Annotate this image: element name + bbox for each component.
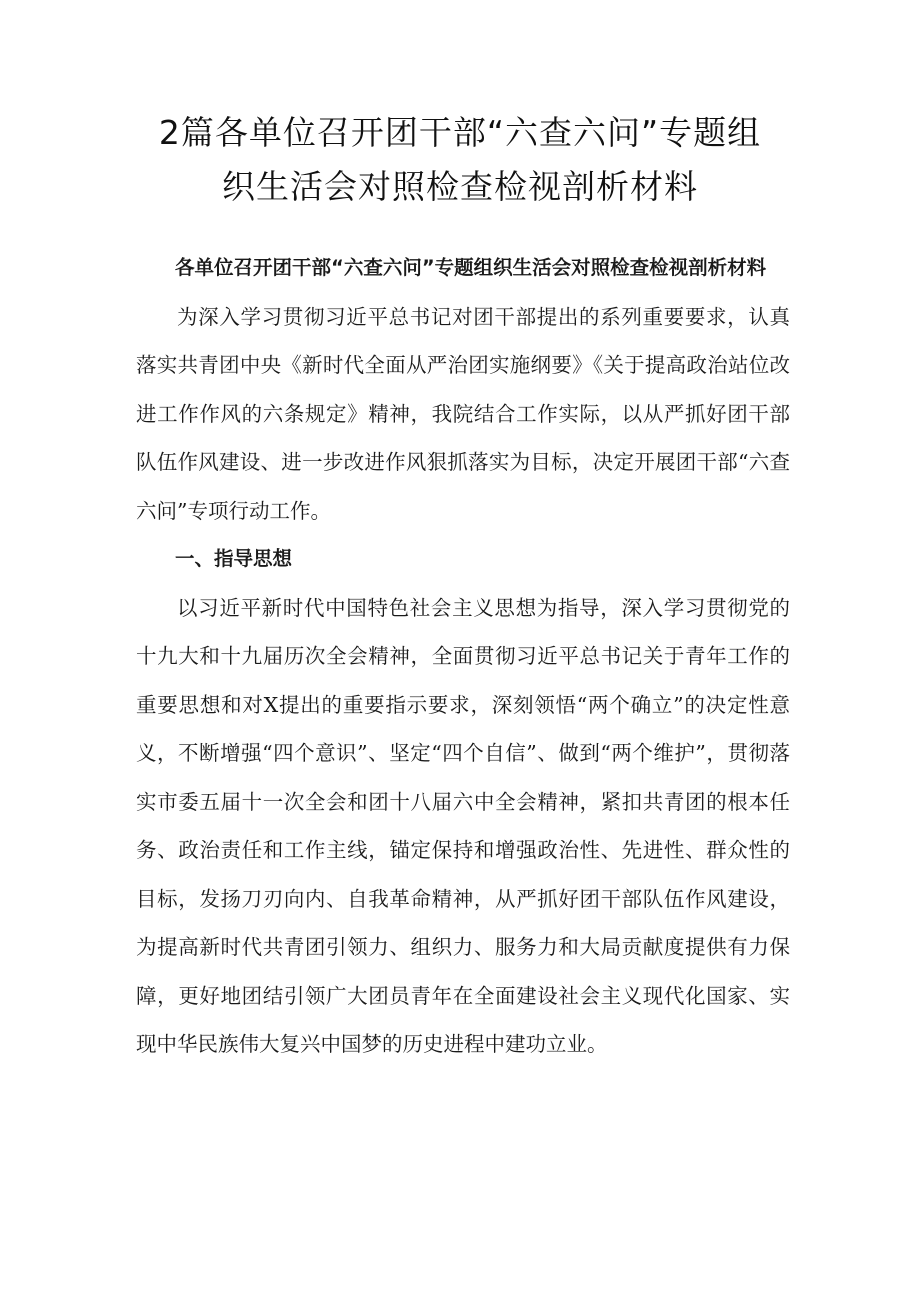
section-paragraph: 以习近平新时代中国特色社会主义思想为指导，深入学习贯彻党的十九大和十九届历次全会精神，全面贯彻习近平总书记关于青年工作的重要思想和对X提出的重要指示要求，深刻领悟“两个确立”的决定性意义，不断增强“四个意识”、坚定“四个自信”、做到“两个维护”，贯彻落实市委五届十一次全会和团十八届六中全会精神，紧扣共青团的根本任务、政治责任和工作主线，锚定保持和增强政治性、先进性、群众性的目标，发扬刀刃向内、自我革命精神，从严抓好团干部队伍作风建设，为提高新时代共青团引领力、组织力、服务力和大局贡献度提供有力保障，更好地团结引领广大团员青年在全面建设社会主义现代化国家、实现中华民族伟大复兴中国梦的历史进程中建功立业。	[136, 595, 790, 1056]
document-title	[100, 106, 820, 214]
document-body	[136, 244, 790, 1069]
title-line-2: 织生活会对照检查检视剖析材料	[222, 167, 698, 206]
document-subtitle: 各单位召开团干部“六查六问”专题组织生活会对照检查检视剖析材料	[175, 256, 767, 279]
title-line-1: 2篇各单位召开团干部“六查六问”专题组	[158, 113, 762, 152]
section-heading: 一、指导思想	[175, 547, 293, 570]
intro-paragraph: 为深入学习贯彻习近平总书记对团干部提出的系列重要要求，认真落实共青团中央《新时代全面从严治团实施纲要》《关于提高政治站位改进工作作风的六条规定》精神，我院结合工作实际，以从严抓好团干部队伍作风建设、进一步改进作风狠抓落实为目标，决定开展团干部“六查六问”专项行动工作。	[136, 304, 790, 523]
